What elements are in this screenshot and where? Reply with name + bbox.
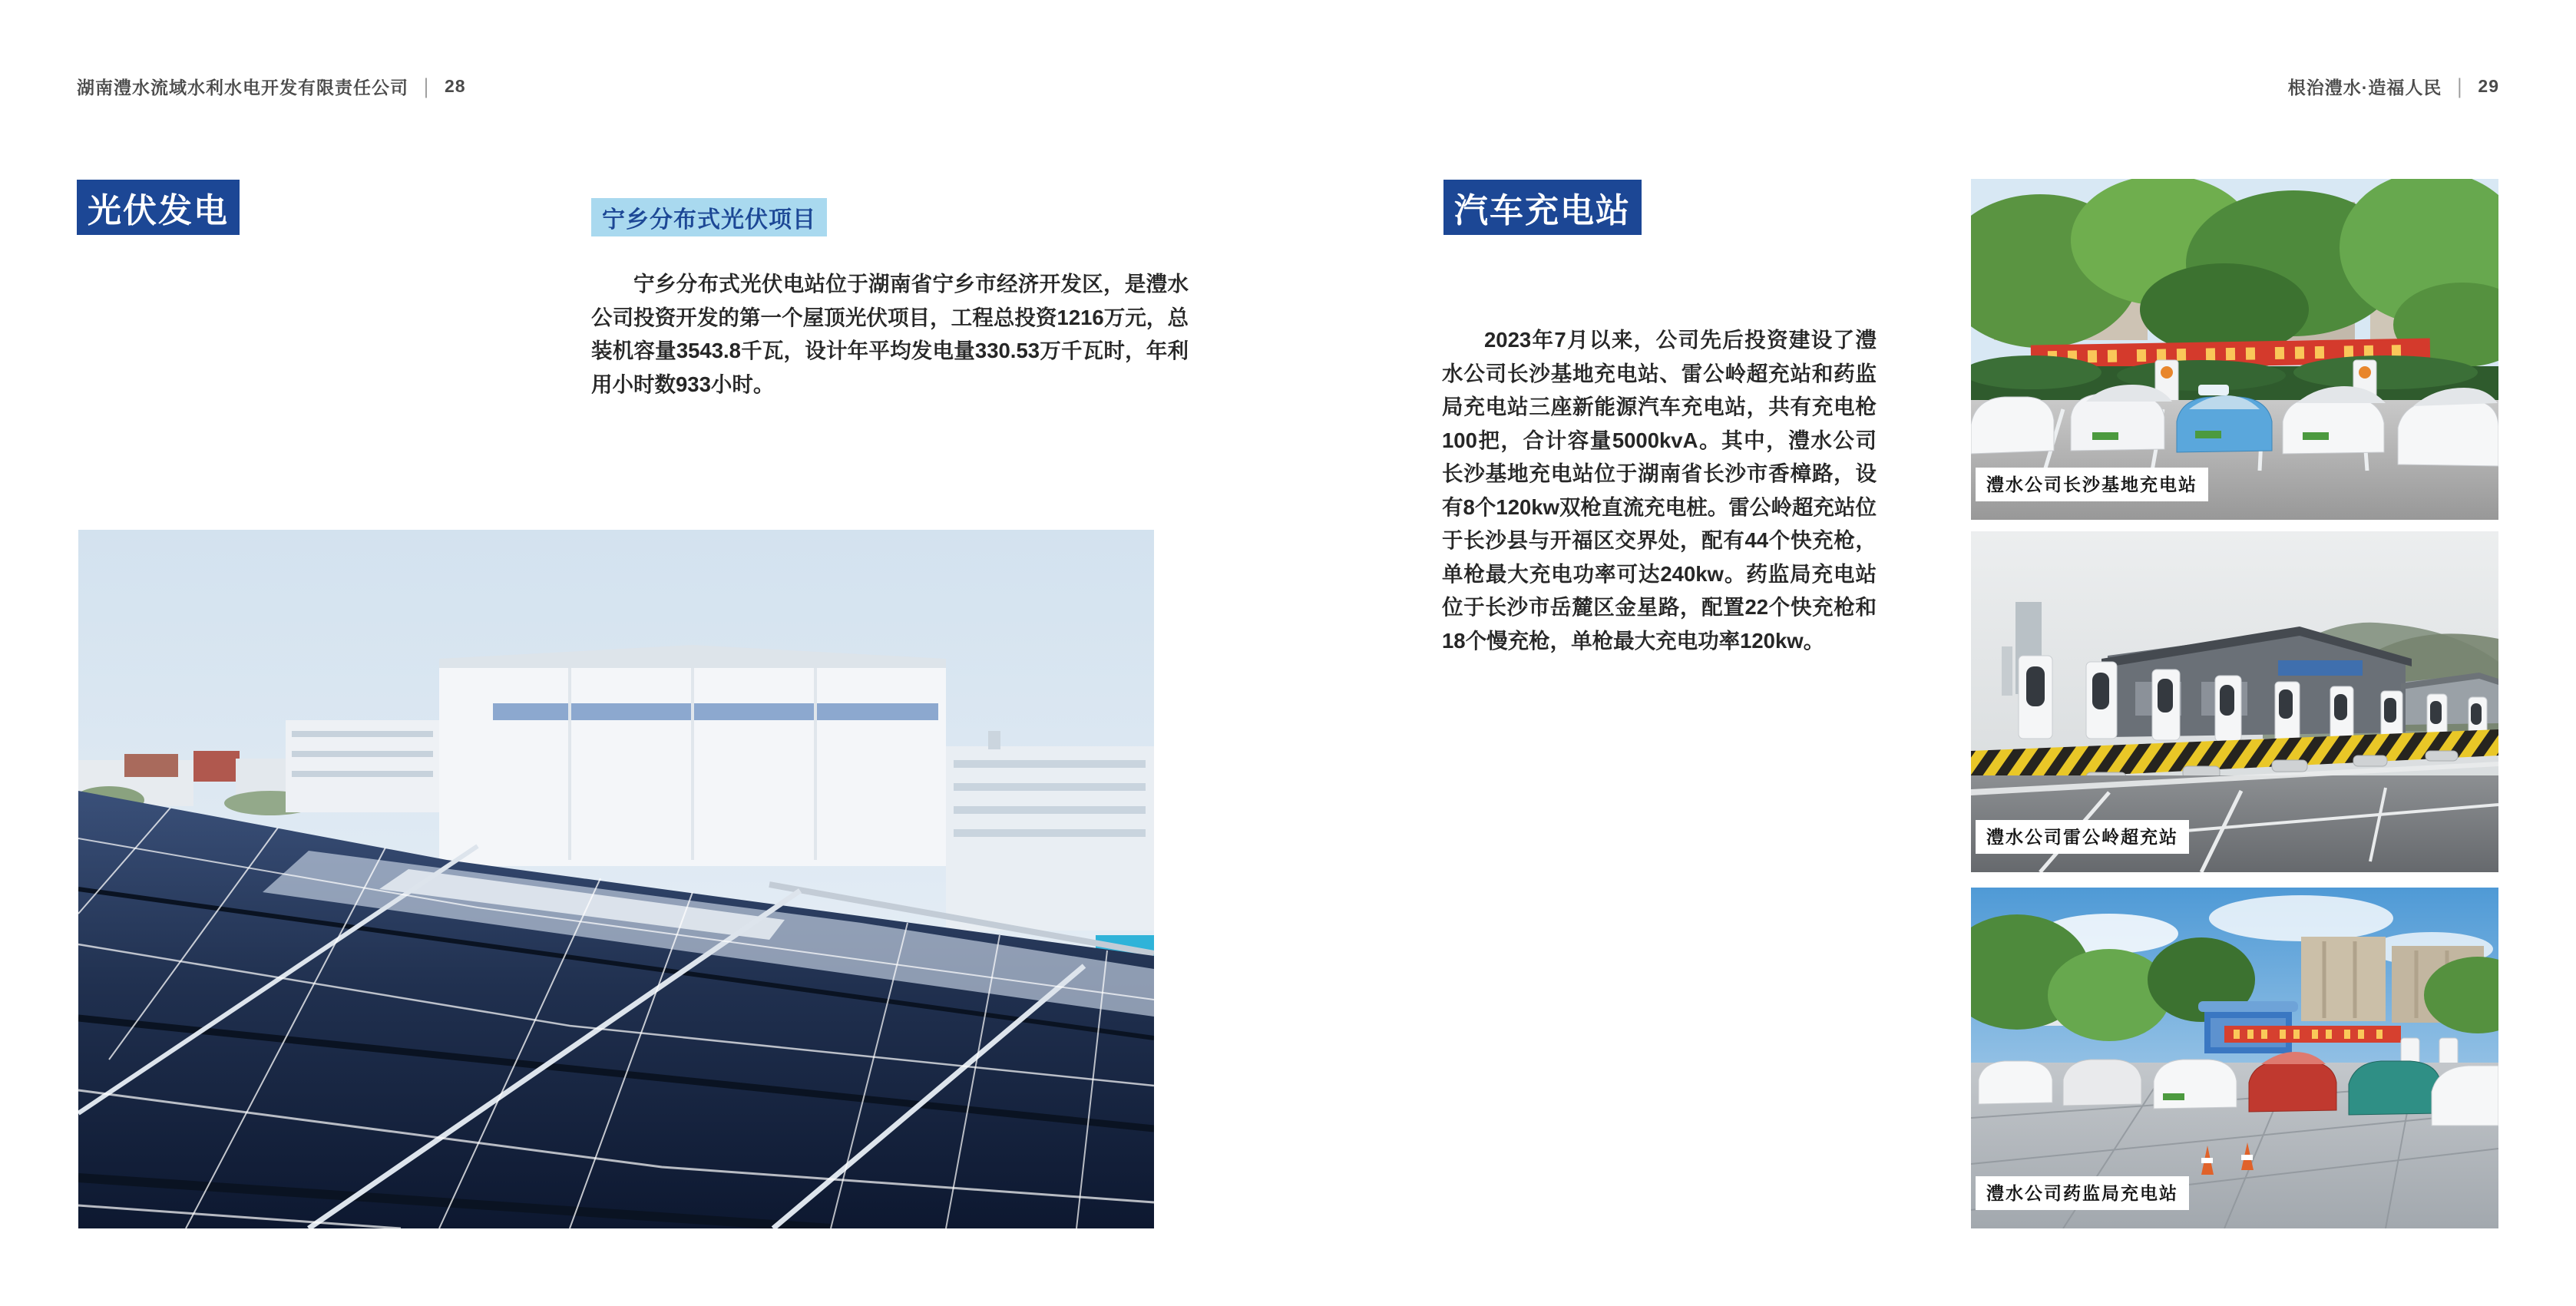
company-name: 湖南澧水流域水利水电开发有限责任公司 [77,78,408,98]
ev-charging-paragraph: 2023年7月以来，公司先后投资建设了澧水公司长沙基地充电站、雷公岭超充站和药监局充电站三座新能源汽车充电站，共有充电枪100把，合计容量5000kvA。其中，澧水公司长沙基地充电站位于湖南省长沙市香樟路，设有8个120kw双枪直流充电桩。雷公岭超充站位于长沙县与开福区交界处，配有44个快充枪，单枪最大充电功率可达240kw。药监局充电站位于长沙市岳麓区金星路，配置22个快充枪和18个慢充枪，单枪最大充电功率120kw。 [1442,328,1877,653]
photo-caption-changsha-base: 澧水公司长沙基地充电站 [1976,468,2208,501]
photo-yaojianju-charging-station [1971,888,2498,1228]
slogan: 根治澧水·造福人民 [2287,78,2442,98]
photo-caption-yaojianju: 澧水公司药监局充电站 [1976,1176,2189,1210]
page-number-left: 28 [444,76,466,96]
section-title-photovoltaic: 光伏发电 [77,180,240,235]
running-head-left [77,74,466,99]
pv-project-paragraph: 宁乡分布式光伏电站位于湖南省宁乡市经济开发区，是澧水公司投资开发的第一个屋顶光伏项目，工程总投资1216万元，总装机容量3543.8千瓦，设计年平均发电量330.53万千瓦时，年利用小时数933小时。 [591,272,1189,396]
subsection-title-ningxiang-pv: 宁乡分布式光伏项目 [591,198,827,236]
page-number-right: 29 [2478,76,2499,96]
photo-changsha-base-charging-station [1971,179,2498,520]
solar-rooftop-illustration [78,530,1154,1228]
header-divider: | [424,74,429,98]
running-head-right [2288,74,2499,99]
photo-caption-leigongling: 澧水公司雷公岭超充站 [1976,820,2189,854]
header-divider: | [2457,74,2463,98]
section-title-ev-charging: 汽车充电站 [1443,180,1642,235]
photo-leigongling-supercharging-station [1971,531,2498,872]
photo-rooftop-solar-panels [78,530,1154,1228]
